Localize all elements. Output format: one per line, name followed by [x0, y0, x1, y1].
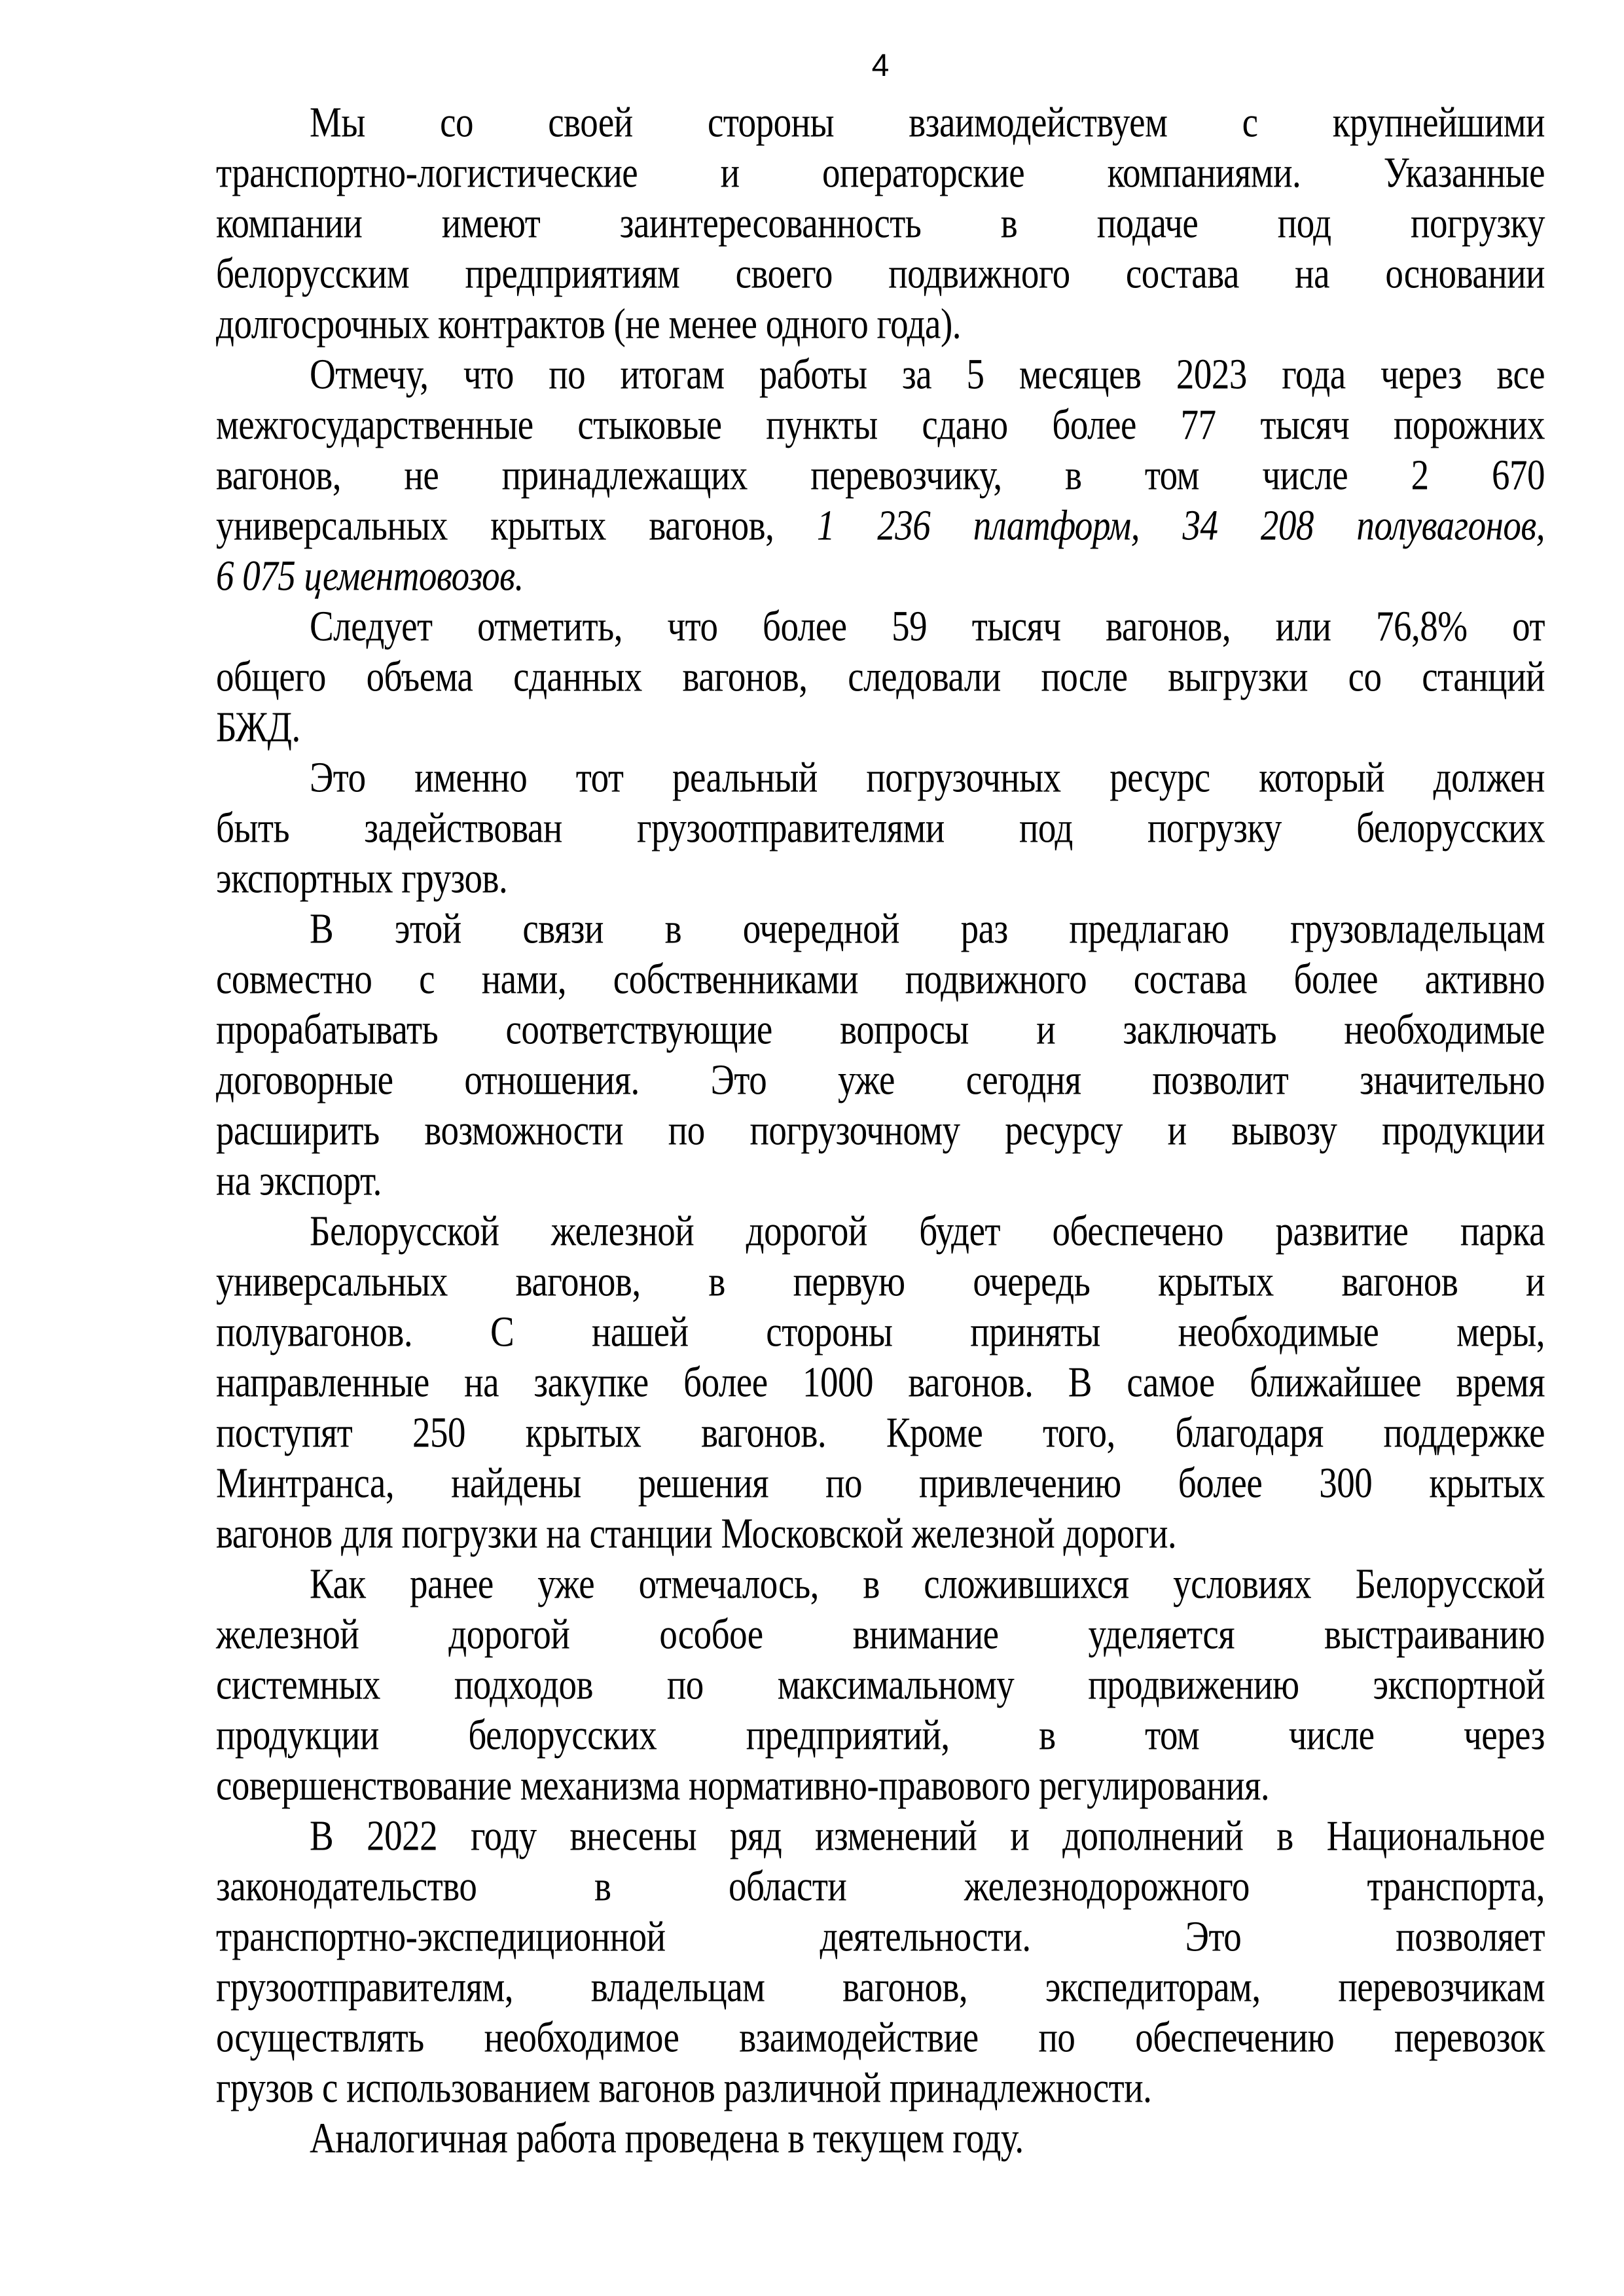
- text-segment: осуществлять необходимое взаимодействие по обеспечению перевозок: [216, 2013, 1545, 2062]
- text-segment: системных подходов по максимальному продвижению экспортной: [216, 1660, 1545, 1709]
- text-segment: В этой связи в очередной раз предлагаю грузовладельцам: [310, 904, 1545, 953]
- text-segment: экспортных грузов.: [216, 853, 508, 903]
- text-segment: вагонов для погрузки на станции Московской железной дороги.: [216, 1509, 1177, 1558]
- text-segment: на экспорт.: [216, 1156, 382, 1205]
- italic-text-segment: 1 236 платформ, 34 208 полувагонов,: [816, 501, 1545, 550]
- text-segment: Белорусской железной дорогой будет обеспечено развитие парка: [310, 1206, 1545, 1255]
- text-segment: грузоотправителям, владельцам вагонов, экспедиторам, перевозчикам: [216, 1962, 1545, 2011]
- text-segment: Это именно тот реальный погрузочных ресурс который должен: [310, 753, 1545, 802]
- text-segment: железной дорогой особое внимание уделяется выстраиванию: [216, 1609, 1545, 1659]
- text-segment: полувагонов. С нашей стороны приняты необходимые меры,: [216, 1307, 1545, 1356]
- paragraph: [216, 903, 1545, 1206]
- text-segment: поступят 250 крытых вагонов. Кроме того, благодаря поддержке: [216, 1408, 1545, 1457]
- text-segment: быть задействован грузоотправителями под погрузку белорусских: [216, 803, 1545, 852]
- paragraph: [216, 1206, 1545, 1558]
- paragraph: [216, 752, 1545, 903]
- paragraph: [216, 1558, 1545, 1810]
- text-segment: Отмечу, что по итогам работы за 5 месяцев 2023 года через все: [310, 350, 1545, 399]
- paragraph: [216, 97, 1545, 349]
- text-segment: межгосударственные стыковые пункты сдано более 77 тысяч порожних: [216, 400, 1545, 449]
- text-segment: БЖД.: [216, 702, 300, 751]
- text-segment: договорные отношения. Это уже сегодня позволит значительно: [216, 1055, 1545, 1104]
- text-segment: совершенствование механизма нормативно-правового регулирования.: [216, 1761, 1270, 1810]
- text-segment: законодательство в области железнодорожного транспорта,: [216, 1861, 1545, 1910]
- text-segment: продукции белорусских предприятий, в том числе через: [216, 1710, 1545, 1759]
- paragraph: [216, 2113, 1545, 2163]
- text-segment: расширить возможности по погрузочному ресурсу и вывозу продукции: [216, 1105, 1545, 1155]
- text-segment: универсальных вагонов, в первую очередь крытых вагонов и: [216, 1257, 1545, 1306]
- paragraph: [216, 1810, 1545, 2113]
- text-line: [216, 2108, 1545, 2168]
- text-segment: Как ранее уже отмечалось, в сложившихся условиях Белорусской: [310, 1559, 1545, 1608]
- document-content: [216, 47, 1545, 2163]
- text-segment: общего объема сданных вагонов, следовали после выгрузки со станций: [216, 652, 1545, 701]
- text-segment: транспортно-логистические и операторские компаниями. Указанные: [216, 148, 1545, 197]
- page-number: 4: [871, 48, 890, 83]
- text-segment: направленные на закупке более 1000 вагонов. В самое ближайшее время: [216, 1357, 1545, 1407]
- text-segment: белорусским предприятиям своего подвижного состава на основании: [216, 249, 1545, 298]
- text-segment: Следует отметить, что более 59 тысяч вагонов, или 76,8% от: [310, 601, 1545, 651]
- text-segment: Аналогичная работа проведена в текущем году.: [310, 2113, 1024, 2162]
- paragraph: [216, 601, 1545, 752]
- text-segment: вагонов, не принадлежащих перевозчику, в том числе 2 670: [216, 450, 1545, 499]
- document-body: [216, 97, 1545, 2163]
- text-segment: долгосрочных контрактов (не менее одного года).: [216, 299, 962, 348]
- italic-text-segment: 6 075 цементовозов.: [216, 551, 524, 600]
- text-segment: прорабатывать соответствующие вопросы и заключать необходимые: [216, 1005, 1545, 1054]
- text-segment: Мы со своей стороны взаимодействуем с крупнейшими: [310, 98, 1545, 147]
- text-segment: грузов с использованием вагонов различной принадлежности.: [216, 2063, 1152, 2112]
- text-segment: В 2022 году внесены ряд изменений и дополнений в Национальное: [310, 1811, 1545, 1860]
- text-segment: Минтранса, найдены решения по привлечению более 300 крытых: [216, 1458, 1545, 1507]
- text-segment: совместно с нами, собственниками подвижного состава более активно: [216, 954, 1545, 1003]
- text-segment: универсальных крытых вагонов,: [216, 501, 817, 550]
- text-segment: транспортно-экспедиционной деятельности. Это позволяет: [216, 1912, 1545, 1961]
- paragraph: [216, 349, 1545, 601]
- text-segment: компании имеют заинтересованность в подаче под погрузку: [216, 198, 1545, 247]
